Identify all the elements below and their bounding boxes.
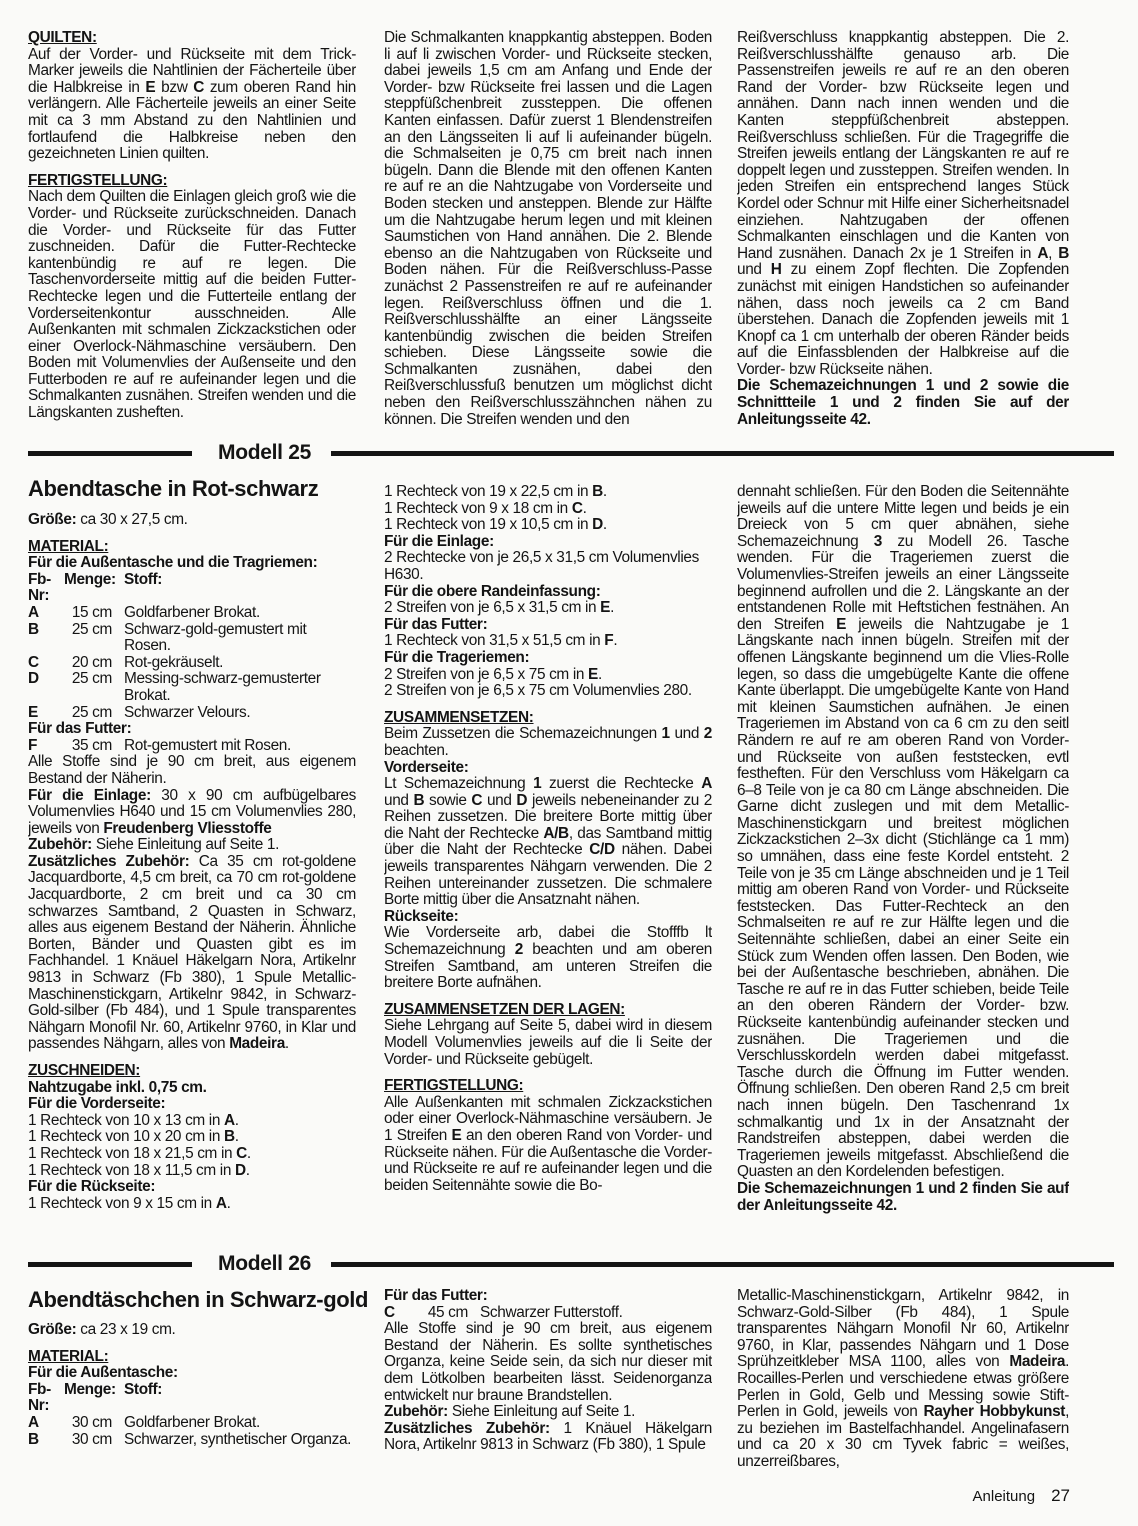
material-row (28, 671, 356, 704)
paragraph: Zubehör: Siehe Einleitung auf Seite 1. (28, 836, 280, 854)
section-heading: ZUSAMMENSETZEN: (384, 708, 534, 726)
rule-right (331, 451, 1114, 456)
amount: 25 cm (71, 620, 112, 638)
m25-col-1 (28, 512, 356, 1234)
paragraph: 1 Rechteck von 18 x 21,5 cm in C. (28, 1144, 251, 1162)
amount: 25 cm (71, 703, 112, 721)
section-heading: FERTIGSTELLUNG: (28, 171, 168, 189)
top-col-2 (384, 30, 712, 430)
rule-left (28, 1262, 192, 1267)
paragraph: 1 Rechteck von 10 x 20 cm in B. (28, 1128, 239, 1146)
subheading: Für die obere Randeinfassung: (384, 582, 601, 600)
fabric: Schwarzer Velours. (124, 703, 251, 721)
amount: Menge: (64, 1380, 116, 1398)
subheading: Für die Einlage: (384, 532, 494, 550)
paragraph: Für die Einlage: 30 x 90 cm aufbügelbares Volumenvlies H640 und 15 cm Volumenvlies 280, jeweils von Freudenberg Vliesstoffe (28, 786, 356, 837)
paragraph: 1 Rechteck von 19 x 22,5 cm in B. (384, 484, 607, 500)
fabric-no: A (28, 603, 39, 621)
amount: 25 cm (71, 670, 112, 688)
amount: 30 cm (71, 1413, 112, 1431)
fabric-no: E (28, 703, 38, 721)
section-heading: MATERIAL: (28, 1347, 109, 1365)
reference-note: Die Schemazeichnungen 1 und 2 finden Sie auf der Anleitungsseite 42. (737, 1179, 1069, 1214)
section-heading: FERTIGSTELLUNG: (384, 1077, 524, 1095)
paragraph: 1 Rechteck von 9 x 15 cm in A. (28, 1194, 231, 1212)
paragraph: 1 Rechteck von 31,5 x 51,5 cm in F. (384, 632, 618, 650)
paragraph: Größe: ca 30 x 27,5 cm. (28, 512, 188, 528)
top-col-1 (28, 30, 356, 430)
modell-25-title: Abendtasche in Rot-schwarz (28, 476, 319, 501)
amount: 45 cm (427, 1303, 468, 1321)
section-heading: ZUSAMMENSETZEN DER LAGEN: (384, 1000, 625, 1018)
subheading: Für die Trageriemen: (384, 648, 530, 666)
page-number: 27 (1051, 1486, 1070, 1505)
material-row (28, 605, 356, 622)
rule-left (28, 451, 192, 456)
modell-25-label: Modell 25 (218, 441, 311, 464)
subheading: Für die Rückseite: (28, 1178, 156, 1196)
subheading: Für die Außentasche und die Tragriemen: (28, 554, 318, 572)
section-heading: ZUSCHNEIDEN: (28, 1062, 141, 1079)
paragraph: 1 Rechteck von 19 x 10,5 cm in D. (384, 516, 607, 534)
material-row (384, 1305, 712, 1322)
fabric: Rot-gemustert mit Rosen. (124, 736, 291, 754)
fabric: Goldfarbener Brokat. (124, 1413, 260, 1431)
fabric-no: C (28, 653, 39, 671)
m26-col-2 (384, 1288, 712, 1482)
modell-26-header (28, 1251, 1114, 1277)
fabric: Messing-schwarz-gemusterter Brokat. (124, 670, 321, 704)
paragraph: Wie Vorderseite arb, dabei die Stofffb lt Schemazeichnung 2 beachten und am oberen Streifen Samtband, am unteren Streifen die breitere Borte aufnähen. (384, 924, 712, 992)
paragraph: 1 Rechteck von 18 x 11,5 cm in D. (28, 1161, 250, 1179)
fabric: Schwarzer, synthetischer Organza. (124, 1430, 352, 1448)
footer-section: Anleitung (972, 1488, 1036, 1505)
subheading: Für das Futter: (384, 1288, 488, 1304)
amount: 15 cm (71, 603, 112, 621)
paragraph: Lt Schemazeichnung 1 zuerst die Rechtecke A und B sowie C und D jeweils nebeneinander zu 2 Reihen zussetzen. Die breitere Borte mittig über die Naht der Rechtecke A/B, das Samtband mittig über die Naht der Rechtecke C/D nähen. Dabei jeweils transparentes Nähgarn verwenden. Die 2 Reihen untereinander zussetzen. Die schmalere Borte mittig über die Ansatznaht nähen. (384, 775, 712, 909)
paragraph: Größe: ca 23 x 19 cm. (28, 1322, 176, 1338)
m26-col-1 (28, 1322, 356, 1482)
m26-col-3 (737, 1288, 1069, 1482)
modell-26-title: Abendtäschchen in Schwarz-gold (28, 1287, 369, 1312)
modell-26-label: Modell 26 (218, 1252, 311, 1275)
paragraph: 2 Streifen von je 6,5 x 75 cm in E. (384, 665, 602, 683)
material-header (28, 1382, 356, 1415)
paragraph: Alle Stoffe sind je 90 cm breit, aus eigenem Bestand der Näherin. (28, 753, 356, 787)
paragraph: dennaht schließen. Für den Boden die Seitennähte jeweils auf die untere Mitte legen und beids je ein Dreieck von 5 cm quer abnähen, siehe Schemazeichnung 3 zu Modell 26. Tasche wenden. Für die Trageriemen zuerst die Volumenvlies-Streifen jeweils an einer Längsseite beginnend aufrollen und die 2. Längskante an der entstandenen Rolle mit Heftstichen festnähen. An den Streifen E jeweils die Nahtzugabe je 1 Längskante nach innen bügeln. Streifen mit der offenen Längskante beginnend um die Vlies-Rolle legen, so dass die umgebügelte Kante die offene Kante überlappt. Die umgebügelte Kante von Hand mit kleinen Saumstichen aufnähen. Je einen Trageriemen im Abstand von ca 6 cm zu den seitl Rändern re auf re am oberen Rand von Vorder- und Rückseite von außen feststecken, evtl festheften. Für den Verschluss vom Häkelgarn ca 6–8 Teile von je ca 80 cm Länge abschneiden. Die Garne dicht zuslegen und mit dem Metallic-Maschinenstickgarn und breitest möglichen Zickzackstichen 2–3x dicht (Stichlänge ca 1 mm) so umnähen, dass eine feste Kordel entsteht. 2 Teile von je 35 cm Länge abschneiden und je 1 Teil mittig am oberen Rand von Vorder- und Rückseite feststecken. Das Futter-Rechteck an den Schmalseiten re auf re zur Hälfte legen und die Seitennähte schließen, dabei an einer Seite ein Stück zum Wenden offen lassen. Den Boden, wie bei der Außentasche beschrieben, abnähen. Die Tasche re auf re in das Futter schieben, beide Teile an den oberen Rändern der Vorder- bzw. Rückseite kantenbündig aufeinander stecken und zusnähen. Die Trageriemen und die Verschlusskordeln werden dabei mitgefasst. Tasche durch die Öffnung im Futter wenden. Öffnung schließen. Den oberen Rand 2,5 cm breit nach innen bügeln. Den Taschenrand 1x schmalkantig und 1x in der Ansatznaht der Randstreifen absteppen, dabei werden die Trageriemen jeweils mitgefasst. Abschließend die Quasten an den Kordelenden befestigen. (737, 484, 1069, 1181)
fabric-no: B (28, 620, 39, 638)
fabric-no: Fb-Nr: (28, 1380, 51, 1415)
paragraph: Alle Stoffe sind je 90 cm breit, aus eigenem Bestand der Näherin. Es sollte synthetisches Organza, keine Seide sein, da sich nur dieser mit dem Lötkolben bearbeiten lässt. Seidenorganza entwickelt nur braune Brandstellen. (384, 1320, 712, 1404)
fabric-no: C (384, 1303, 395, 1321)
paragraph: Nach dem Quilten die Einlagen gleich groß wie die Vorder- und Rückseite zurückschneiden. Danach die Vorder- und Rückseite für das Futter zuschneiden. Dafür die Futter-Rechtecke kantenbündig re auf re legen. Die Taschenvorderseite mittig auf die beiden Futter-Rechtecke legen und die Futterteile entlang der Vorderseitenkontur ausschneiden. Alle Außenkanten mit schmalen Zickzackstichen oder einer Overlock-Nähmaschine versäubern. Den Boden mit Volumenvlies der Außenseite und den Futterboden re auf re aufeinander legen und die Schmalkanten zusnähen. Streifen wenden und die Längskanten zusheften. (28, 188, 356, 422)
modell-25-header (28, 440, 1114, 466)
fabric: Schwarzer Futterstoff. (480, 1303, 623, 1321)
paragraph: Beim Zussetzen die Schemazeichnungen 1 und 2 beachten. (384, 725, 712, 759)
paragraph: Zusätzliches Zubehör: Ca 35 cm rot-goldene Jacquardborte, 4,5 cm breit, ca 70 cm rot-goldene Jacquardborte, 2 cm breit und ca 30 cm schwarzes Samtband, 2 Quasten in Schwarz, alles aus eigenem Bestand der Näherin. Ähnliche Borten, Bänder und Quasten gibt es im Fachhandel. 1 Knäuel Häkelgarn Nora, Artikelnr 9813 in Schwarz (Fb 380), 1 Spule Metallic-Maschinenstickgarn, Artikelnr 9842, in Schwarz-Gold-silber (Fb 484), und 1 Spule transparentes Nähgarn Monofil Nr. 60, Artikelnr 9760, in Klar und passendes Nähgarn, alles von Madeira. (28, 852, 356, 1053)
paragraph: 2 Streifen von je 6,5 x 31,5 cm in E. (384, 599, 615, 617)
paragraph: 1 Rechteck von 9 x 18 cm in C. (384, 499, 587, 517)
paragraph: Die Schmalkanten knappkantig absteppen. Boden li auf li zwischen Vorder- und Rückseite stecken, dabei jeweils 1,5 cm am Anfang und Ende der Vorder- bzw Rückseite frei lassen und die Lagen steppfüßchenbreit zussteppen. Die offenen Kanten einfassen. Dafür zuerst 1 Blendenstreifen an den Längsseiten li auf li aufeinander bügeln. die Schmalseiten je 0,75 cm breit nach innen bügeln. Dann die Blende mit den offenen Kanten re auf re an die Nahtzugabe von Vorderseite und Boden stecken und ansteppen. Blende zur Hälfte um die Nahtzugabe herum legen und mit kleinen Saumstichen von Hand annähen. Die 2. Blende ebenso an die Nahtzugaben von Rückseite und Boden nähen. Für die Reißverschluss-Passe zunächst 2 Passenstreifen re auf re aufeinander legen. Reißverschluss öffnen und die 1. Reißverschlusshälfte an einer Längsseite kantenbündig zwischen die beiden Streifen schieben. Diese Längsseite sowie die Schmalkanten zusnähen, dabei den Reißverschlussfuß benutzen um möglichst dicht neben den Reißverschlusszähnchen nähen zu können. Die Streifen wenden und den (384, 30, 712, 428)
subheading: Für die Außentasche: (28, 1364, 178, 1382)
material-row (28, 622, 356, 655)
subheading: Vorderseite: (384, 758, 469, 776)
paragraph: 2 Rechtecke von je 26,5 x 31,5 cm Volumenvlies H630. (384, 549, 699, 583)
fabric-no: D (28, 670, 39, 688)
paragraph: 2 Streifen von je 6,5 x 75 cm Volumenvlies 280. (384, 682, 692, 700)
material-row (28, 1432, 356, 1449)
amount: 20 cm (71, 653, 112, 671)
fabric: Goldfarbener Brokat. (124, 603, 260, 621)
subheading: Für die Vorderseite: (28, 1095, 166, 1113)
material-header (28, 572, 356, 605)
fabric-no: A (28, 1413, 39, 1431)
paragraph: Reißverschluss knappkantig absteppen. Die 2. Reißverschlusshälfte genauso arb. Die Passenstreifen jeweils re auf re an den oberen Rand der Vorder- bzw Rückseite legen und annähen. Dann nach innen wenden und die Kanten steppfüßchenbreit absteppen. Reißverschluss schließen. Für die Tragegriffe die Streifen jeweils entlang der Längskanten re auf re doppelt legen und zussteppen. Streifen wenden. In jeden Streifen ein entsprechend langes Stück Kordel oder Schnur mit Hilfe einer Sicherheitsnadel einziehen. Nahtzugaben der offenen Schmalkanten einschlagen und die Kanten von Hand zusnähen. Danach 2x je 1 Streifen in A, B und H zu einem Zopf flechten. Die Zopfenden zunächst mit einigen Handstichen so aufeinander nähen, dass noch jeweils ca 2 cm Band überstehen. Danach die Zopfenden jeweils mit 1 Knopf ca 1 cm unterhalb der oberen Ränder beids auf die Einfassblenden der Halbkreise auf die Vorder- bzw Rückseite nähen. (737, 30, 1069, 378)
material-row (28, 655, 356, 672)
paragraph: Metallic-Maschinenstickgarn, Artikelnr 9842, in Schwarz-Gold-Silber (Fb 484), 1 Spule transparentes Nähgarn Monofil Nr 60, Artikelnr 9760, in Klar, passendes Nähgarn und 1 Dose Sprühzeitkleber MSA 1100, alles von Madeira. Rocailles-Perlen und verschiedene etwas größere Perlen in Gold, Gelb und Messing sowie Stift-Perlen in Gold, jeweils von Rayher Hobbykunst, zu beziehen im Bastelfachhandel. Angelinafasern und ca 20 x 30 cm Tyvek fabric = weißes, unzerreißbares, (737, 1288, 1069, 1470)
subheading: Für das Futter: (384, 615, 488, 633)
section-heading: QUILTEN: (28, 30, 97, 46)
fabric: Rot-gekräuselt. (124, 653, 224, 671)
paragraph: 1 Rechteck von 10 x 13 cm in A. (28, 1111, 239, 1129)
page-footer (973, 1486, 1070, 1506)
fabric-no: Fb-Nr: (28, 570, 51, 605)
material-row (28, 705, 356, 722)
fabric-no: F (28, 736, 38, 754)
amount: Menge: (64, 570, 116, 588)
paragraph: Zubehör: Siehe Einleitung auf Seite 1. (384, 1403, 636, 1421)
m25-col-3 (737, 484, 1069, 1240)
paragraph: Siehe Lehrgang auf Seite 5, dabei wird in diesem Modell Volumenvlies jeweils auf die li Seite der Vorder- und Rückseite gebügelt. (384, 1017, 712, 1068)
paragraph: Alle Außenkanten mit schmalen Zickzackstichen oder einer Overlock-Nähmaschine versäubern. Je 1 Streifen E an den oberen Rand von Vorder- und Rückseite nähen. Für die Außentasche die Vorder- und Rückseite re auf re aufeinander legen und die beiden Seitennähte sowie die Bo- (384, 1093, 712, 1194)
paragraph: Auf der Vorder- und Rückseite mit dem Trick-Marker jeweils die Nahtlinien der Fächerteile über die Halbkreise in E bzw C zum oberen Rand hin verlängern. Alle Fächerteile jeweils an einer Seite mit ca 3 mm Abstand zu den Nahtlinien und fortlaufend die Halbkreise neben den gezeichneten Linien quilten. (28, 45, 356, 163)
m25-col-2 (384, 484, 712, 1234)
amount: 30 cm (71, 1430, 112, 1448)
fabric: Stoff: (124, 1380, 163, 1398)
subheading: Nahtzugabe inkl. 0,75 cm. (28, 1078, 207, 1096)
reference-note: Die Schemazeichnungen 1 und 2 sowie die Schnittteile 1 und 2 finden Sie auf der Anleitungsseite 42. (737, 377, 1069, 428)
material-row (28, 738, 356, 755)
material-row (28, 1415, 356, 1432)
paragraph: Zusätzliches Zubehör: 1 Knäuel Häkelgarn Nora, Artikelnr 9813 in Schwarz (Fb 380), 1 Spule (384, 1419, 712, 1454)
subheading: Rückseite: (384, 907, 459, 925)
fabric-no: B (28, 1430, 39, 1448)
subheading: Für das Futter: (28, 720, 132, 738)
section-heading: MATERIAL: (28, 537, 109, 555)
fabric: Stoff: (124, 570, 163, 588)
rule-right (331, 1262, 1114, 1267)
amount: 35 cm (71, 736, 112, 754)
top-col-3 (737, 30, 1069, 430)
fabric: Schwarz-gold-gemustert mit Rosen. (124, 620, 307, 655)
